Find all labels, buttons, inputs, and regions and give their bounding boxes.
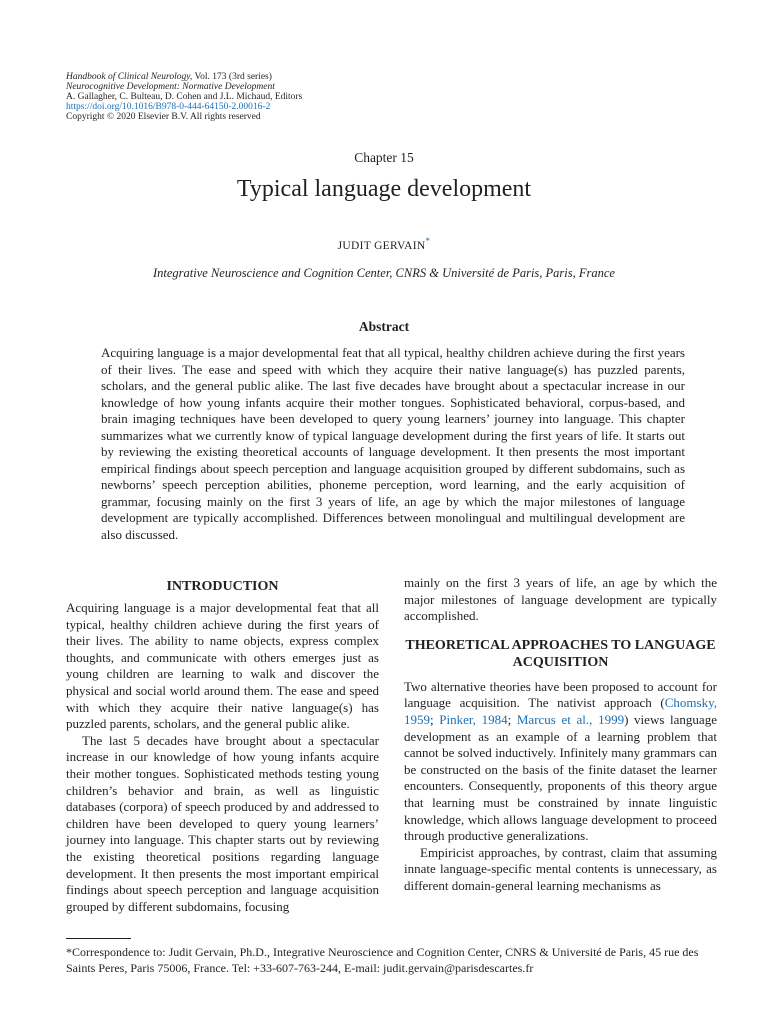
volume-title: Neurocognitive Development: Normative Development [66, 82, 275, 92]
footnote-divider [66, 938, 131, 939]
chapter-label: Chapter 15 [354, 150, 414, 165]
citation-pinker[interactable]: Pinker, 1984 [439, 711, 508, 727]
theory-paragraph-2: Empiricist approaches, by contrast, claim that assuming innate language-specific mental contents is unnecessary, as different domain-general learning mechanisms as [404, 844, 717, 893]
citation-marcus[interactable]: Marcus et al., 1999 [516, 711, 625, 727]
citation-separator: ; [507, 711, 517, 727]
correspondence-mark[interactable]: * [425, 236, 431, 246]
left-column [66, 575, 379, 915]
author-name: JUDIT GERVAIN [337, 239, 426, 252]
correspondence-footnote: *Correspondence to: Judit Gervain, Ph.D., Integrative Neuroscience and Cognition Center, CNRS & Université de Paris, 45 rue des Saints Peres, Paris 75006, France. Tel: +33-607-763-244, E-mail: judit.gervain@parisdescartes.fr [66, 945, 699, 975]
journal-name: Handbook of Clinical Neurology, [66, 72, 193, 82]
theory-heading: THEORETICAL APPROACHES TO LANGUAGE ACQUISITION [405, 637, 716, 670]
volume-info: Vol. 173 (3rd series) [192, 72, 272, 82]
publication-header [66, 72, 466, 122]
citation-chomsky[interactable]: Chomsky, 1959 [404, 695, 717, 727]
editors-line: A. Gallagher, C. Bulteau, D. Cohen and J.L. Michaud, Editors [66, 92, 303, 102]
right-column [404, 575, 717, 895]
abstract-text: Acquiring language is a major developmental feat that all typical, healthy children achieve during the first years of their lives. The ease and speed with which they acquire their native language(s) has puzzled parents, scholars, and the general public alike. The last five decades have brought about a spectacular increase in our knowledge of how young infants acquire their mother tongues. Sophisticated behavioral, corpus-based, and brain imaging techniques have been developed to query young learners’ journey into language. This chapter summarizes what we currently know of typical language development during the first years of life. It starts out by reviewing the existing theoretical accounts of language development. It then presents the most important empirical findings about speech perception and language acquisition grouped by different subdomains, such as newborns’ speech perception abilities, phoneme perception, word learning, and the early acquisition of grammar, focusing mainly on the first 3 years of life, an age by which the major milestones of language development are typically accomplished. Differences between monolingual and multilingual development are also discussed. [101, 345, 685, 542]
introduction-paragraph-2-continued: mainly on the first 3 years of life, an age by which the major milestones of language development are typically accomplished. [404, 575, 717, 624]
introduction-heading: INTRODUCTION [166, 579, 279, 594]
affiliation: Integrative Neuroscience and Cognition Center, CNRS & Université de Paris, Paris, France [153, 266, 615, 280]
chapter-title: Typical language development [236, 176, 532, 202]
doi-link[interactable]: https://doi.org/10.1016/B978-0-444-64150-2.00016-2 [66, 102, 271, 112]
theory-text-b: ) views language development as an example of a learning problem that cannot be solved inductively. Infinitely many grammars can be constructed on the basis of the finite dataset the learner encounters. Consequently, proponents of this theory argue that learning must be constrained by innate linguistic knowledge, which allows language development to proceed through productive generalizations. [404, 711, 717, 844]
abstract-heading: Abstract [358, 319, 410, 334]
citation-separator: ; [430, 711, 440, 727]
introduction-paragraph-1: Acquiring language is a major developmental feat that all typical, healthy children achieve during the first years of their lives. The ability to name objects, express complex thoughts, and communicate with others emerges just as young children are learning to walk and discover the physical and social world around them. The ease and speed with which they acquire their native language(s) has puzzled parents, scholars, and the general public alike. [66, 600, 379, 732]
author-line [0, 236, 768, 252]
theory-text-a: Two alternative theories have been proposed to account for language acquisition. The nativist approach ( [404, 678, 717, 711]
theory-paragraph-1 [404, 679, 717, 845]
copyright-line: Copyright © 2020 Elsevier B.V. All rights reserved [66, 112, 261, 122]
introduction-paragraph-2: The last 5 decades have brought about a spectacular increase in our knowledge of how young infants acquire their mother tongues. Sophisticated methods testing young children’s behavior and brain, as well as linguistic databases (corpora) of speech produced by and addressed to children have been developed to query young learners’ journey into language. This chapter starts out by reviewing the existing theoretical positions regarding language development. It then presents the most important empirical findings about speech perception and language acquisition grouped by different subdomains, focusing [66, 732, 379, 914]
